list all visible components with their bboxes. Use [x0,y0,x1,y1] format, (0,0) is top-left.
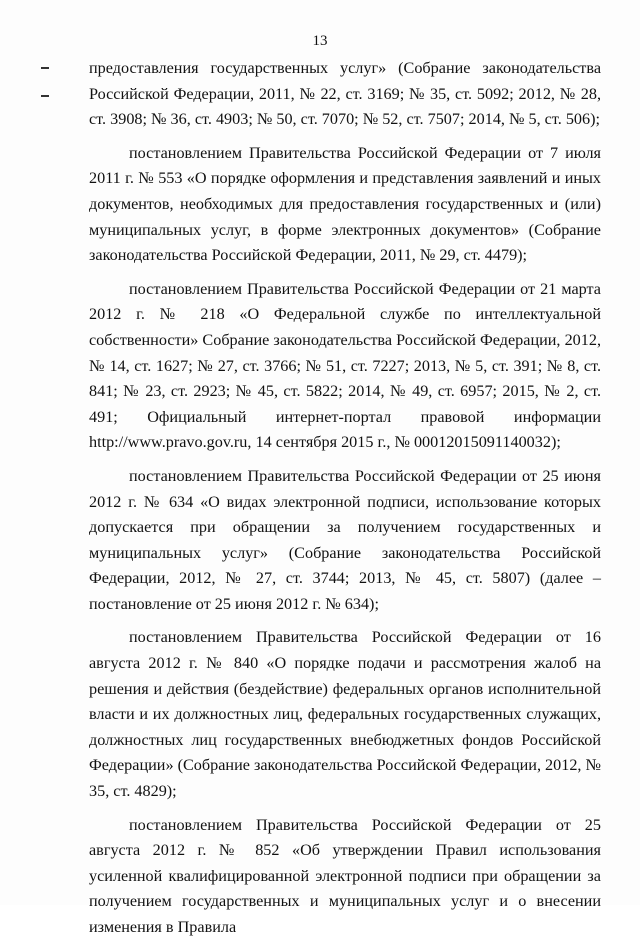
margin-mark [41,67,49,69]
paragraph: постановлением Правительства Российской Федерации от 7 июля 2011 г. № 553 «О порядке оформления и представления заявлений и иных документов, необходимых для предоставления государственных и (или) муниципальных услуг, в форме электронных документов» (Собрание законодательства Российской Федерации, 2011, № 29, ст. 4479); [89,143,601,265]
paragraph: постановлением Правительства Российской Федерации от 16 августа 2012 г. № 840 «О порядке подачи и рассмотрения жалоб на решения и действия (бездействие) федеральных органов исполнительной власти и их должностных лиц, федеральных государственных служащих, должностных лиц государственных внебюджетных фондов Российской Федерации» (Собрание законодательства Российской Федерации, 2012, № 35, ст. 4829); [89,628,601,801]
paragraph: постановлением Правительства Российской Федерации от 21 марта 2012 г. № 218 «О Федеральной службе по интеллектуальной собственности» Собрание законодательства Российской Федерации, 2012, № 14, ст. 1627; № 27, ст. 3766; № 51, ст. 7227; 2013, № 5, ст. 391; № 8, ст. 841; № 23, ст. 2923; № 45, ст. 5822; 2014, № 49, ст. 6957; 2015, № 2, ст. 491; Официальный интернет-портал правовой информации http://www.pravo.gov.ru, 14 сентября 2015 г., № 0001201509114003​2); [89,279,601,452]
paragraph: постановлением Правительства Российской Федерации от 25 июня 2012 г. № 634 «О видах электронной подписи, использование которых допускается при обращении за получением государственных и муниципальных услуг» (Собрание законодательства Российской Федерации, 2012, № 27, ст. 3744; 2013, № 45, ст. 5807) (далее – постановление от 25 июня 2012 г. № 634); [89,466,601,613]
document-body [89,56,601,941]
margin-mark [41,95,49,97]
paragraph: постановлением Правительства Российской Федерации от 25 августа 2012 г. № 852 «Об утверждении Правил использования усиленной квалифицированной электронной подписи при обращении за получением государственных и муниципальных услуг и о внесении изменения в Правила [89,815,601,936]
paragraph: предоставления государственных услуг» (Собрание законодательства Российской Федерации, 2011, № 22, ст. 3169; № 35, ст. 5092; 2012, № 28, ст. 3908; № 36, ст. 4903; № 50, ст. 7070; № 52, ст. 7507; 2014, № 5, ст. 506); [89,59,601,129]
page-number: 13 [312,33,328,49]
